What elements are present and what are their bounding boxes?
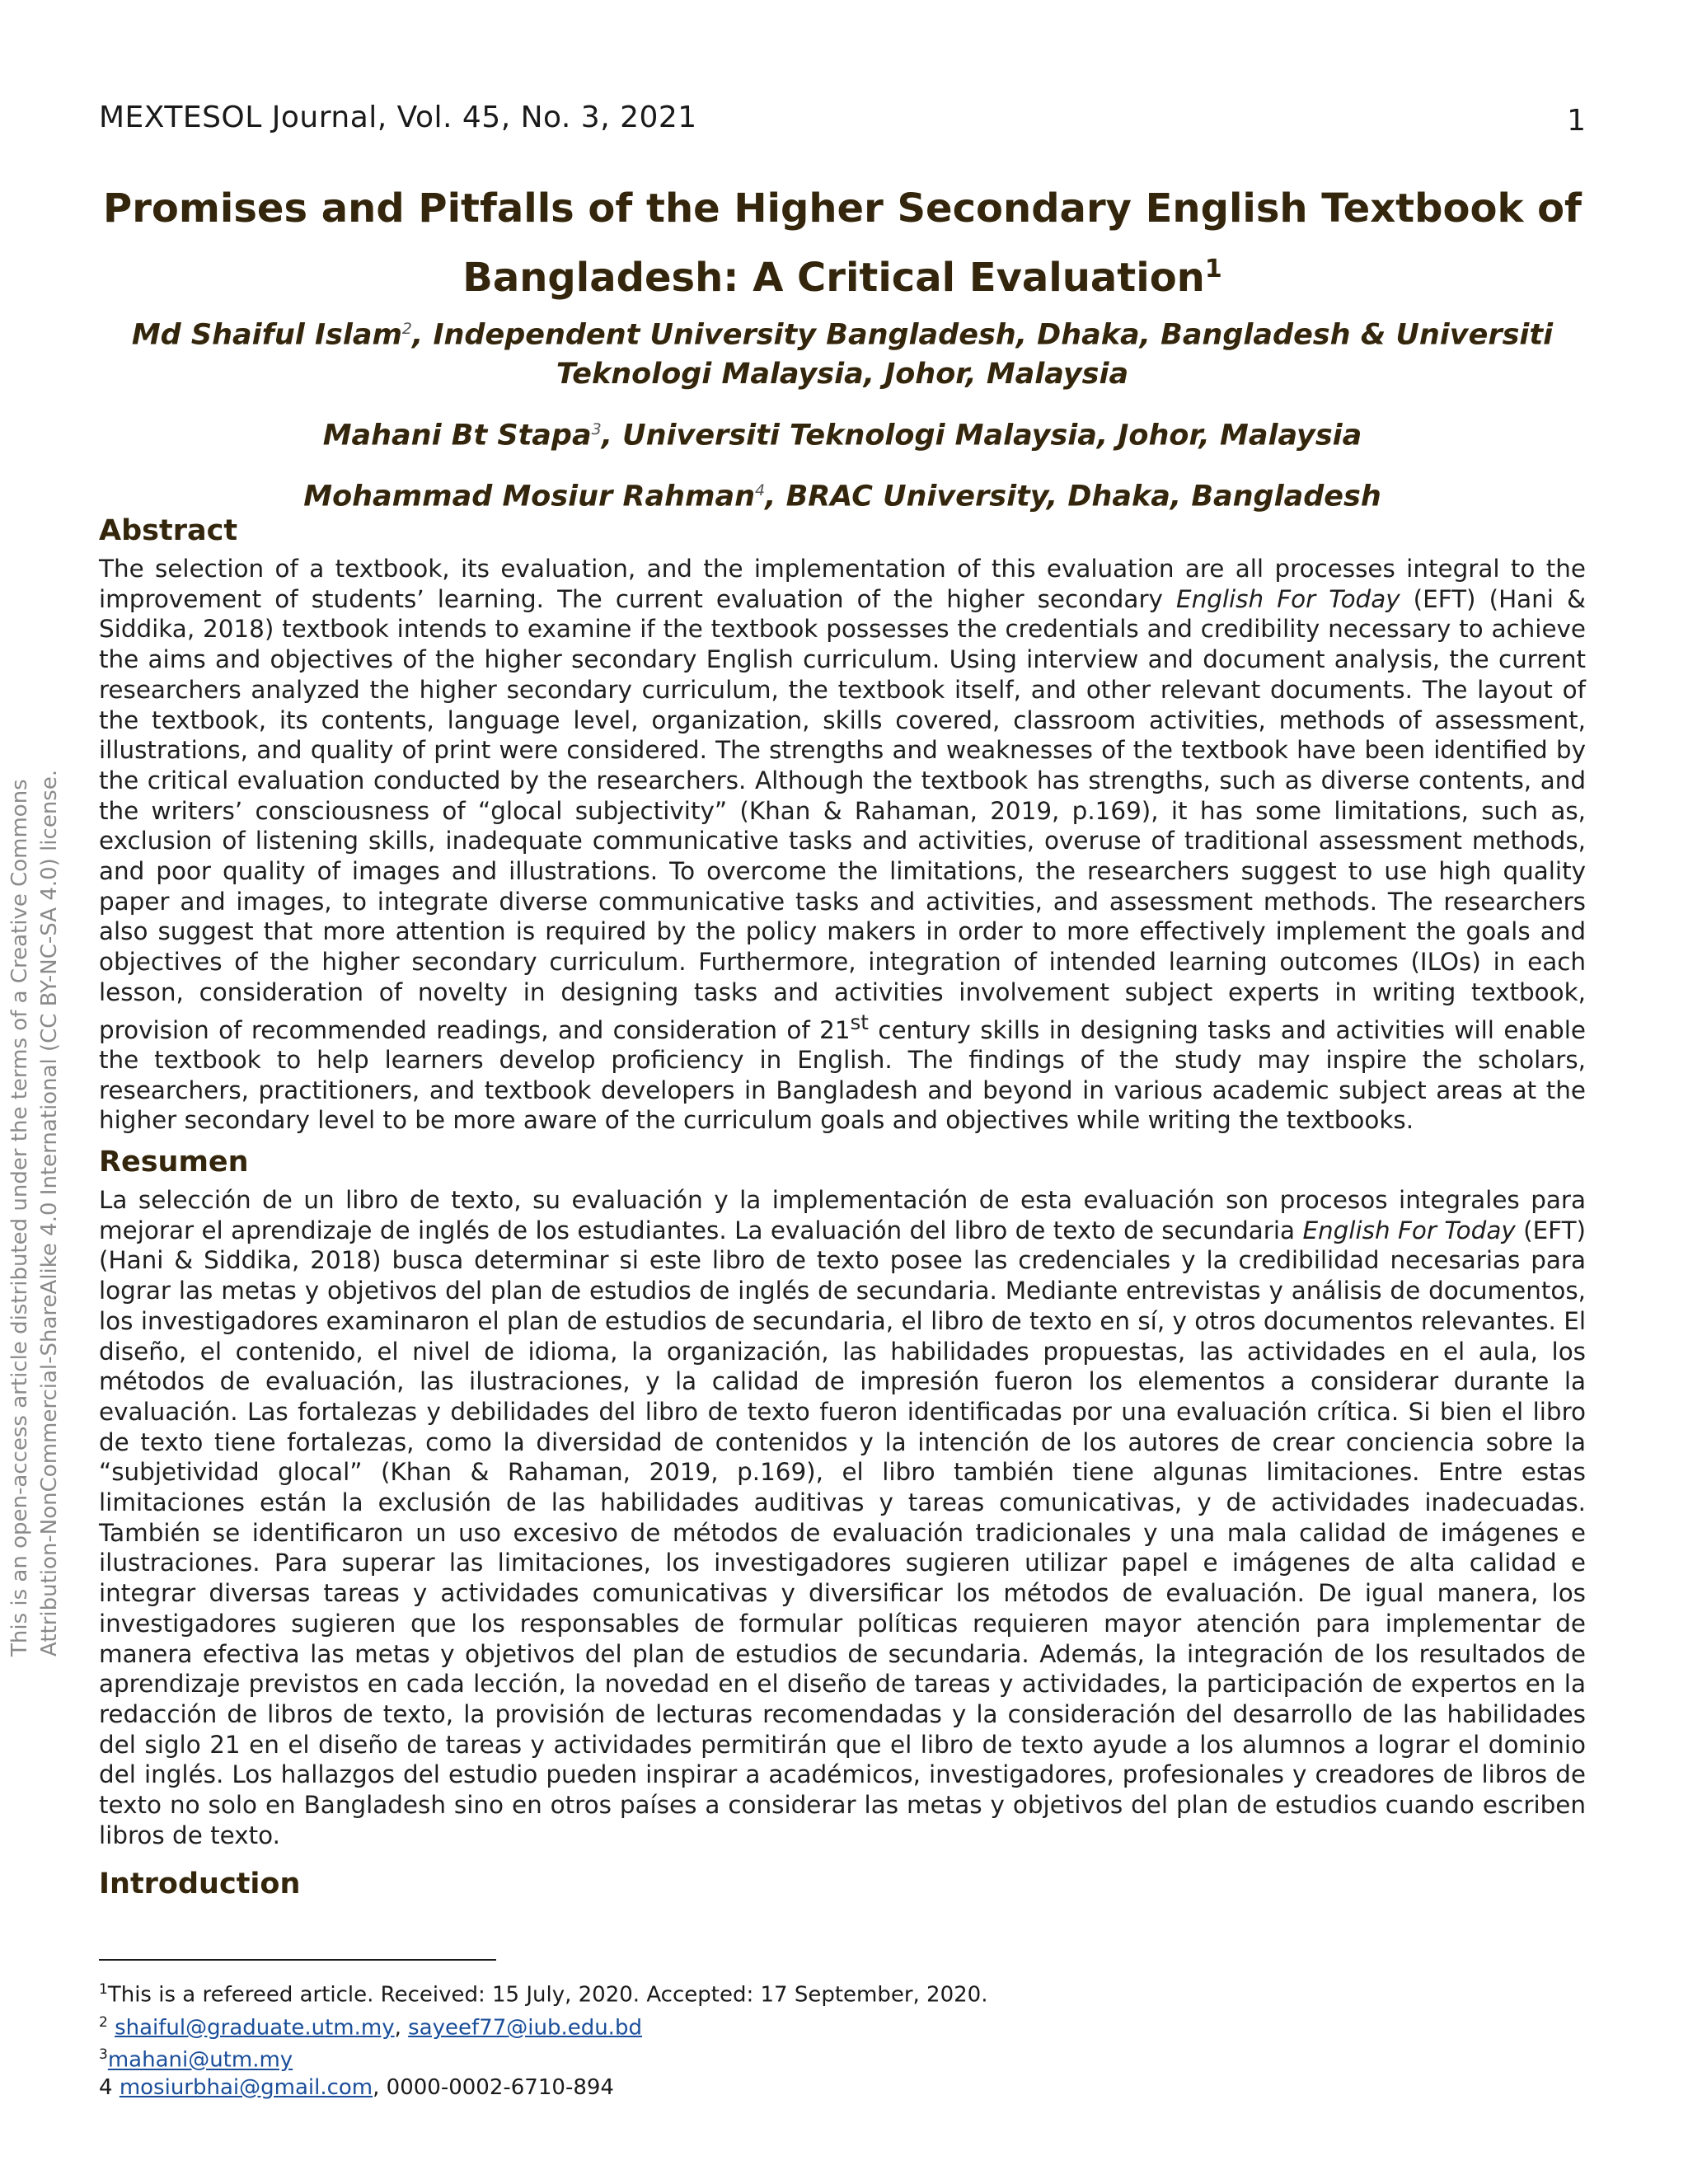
- abstract-text: [99, 554, 1586, 1136]
- footnote-2-separator: ,: [394, 2015, 409, 2041]
- resumen-textbook-title: English For Today: [1302, 1216, 1516, 1244]
- footnote-3-mark: 3: [99, 2046, 108, 2064]
- resumen-text-part-1: La selección de un libro de texto, su evaluación y la implementación de esta evaluación son procesos integrales para mejorar el aprendizaje de inglés de los estudiantes. La evaluación del libro de texto de secundaria: [99, 1186, 1586, 1244]
- author-1-affiliation: , Independent University Bangladesh, Dhaka, Bangladesh & Universiti: [412, 318, 1554, 352]
- abstract-text-part-2: (EFT) (Hani & Siddika, 2018) textbook intends to examine if the textbook possesses the credentials and credibility necessary to achieve the aims and objectives of the higher secondary English curriculum. Using interview and document analysis, the current researchers analyzed the higher secondary curriculum, the textbook itself, and other relevant documents. The layout of the textbook, its contents, language level, organization, skills covered, classroom activities, methods of assessment, illustrations, and quality of print were considered. The strengths and weaknesses of the textbook have been identified by the critical evaluation conducted by the researchers. Although the textbook has strengths, such as diverse contents, and the writers’ consciousness of “glocal subjectivity” (Khan & Rahaman, 2019, p.169), it has some limitations, such as, exclusion of listening skills, inadequate communicative tasks and activities, overuse of traditional assessment methods, and poor quality of images and illustrations. To overcome the limitations, the researchers suggest to use high quality paper and images, to integrate diverse communicative tasks and activities, and assessment methods. The researchers also suggest that more attention is required by the policy makers in order to more effectively implement the goals and objectives of the higher secondary curriculum. Furthermore, integration of intended learning outcomes (ILOs) in each lesson, consideration of novelty in designing tasks and activities involvement subject experts in writing textbook, provision of recommended readings, and consideration of 21: [99, 584, 1586, 1044]
- author-2-mark: 3: [591, 419, 602, 438]
- footnote-2: [99, 2009, 988, 2042]
- email-link-mahani[interactable]: mahani@utm.my: [107, 2047, 293, 2073]
- resumen-heading: Resumen: [99, 1146, 249, 1179]
- footnote-2-mark: 2: [99, 2013, 108, 2031]
- page-number: 1: [1567, 104, 1586, 138]
- footnote-1-mark: 1: [99, 1981, 108, 1998]
- author-list: [99, 310, 1586, 533]
- introduction-heading: Introduction: [99, 1868, 301, 1900]
- author-3-name: Mohammad Mosiur Rahman: [303, 480, 755, 513]
- license-line-2: Attribution-NonCommercial-ShareAlike 4.0 International (CC BY-NC-SA 4.0) license.: [37, 769, 62, 1657]
- title-line-2: [99, 239, 1586, 308]
- abstract-heading: Abstract: [99, 514, 238, 547]
- footnote-1-text: This is a refereed article. Received: 15 July, 2020. Accepted: 17 September, 2020.: [107, 1982, 988, 2008]
- footnote-divider: [99, 1959, 496, 1961]
- author-1-affiliation-cont: Teknologi Malaysia, Johor, Malaysia: [556, 357, 1129, 391]
- email-link-sayeef[interactable]: sayeef77@iub.edu.bd: [408, 2015, 642, 2041]
- journal-header: MEXTESOL Journal, Vol. 45, No. 3, 2021: [99, 101, 697, 134]
- author-2: [99, 410, 1586, 456]
- author-2-name: Mahani Bt Stapa: [322, 419, 592, 452]
- abstract-textbook-title: English For Today: [1176, 584, 1400, 613]
- author-2-affiliation: , Universiti Teknologi Malaysia, Johor, Malaysia: [601, 419, 1362, 452]
- footnote-4: [99, 2074, 988, 2102]
- author-1-name: Md Shaiful Islam: [131, 318, 402, 352]
- resumen-text-part-2: (EFT) (Hani & Siddika, 2018) busca determinar si este libro de texto posee las credenciales y la credibilidad necesarias para lograr las metas y objetivos del plan de estudios de inglés de secundaria. Mediante entrevistas y análisis de documentos, los investigadores examinaron el plan de estudios de secundaria, el libro de texto en sí, y otros documentos relevantes. El diseño, el contenido, el nivel de idioma, la organización, las habilidades propuestas, las actividades en el aula, los métodos de evaluación, las ilustraciones, y la calidad de impresión fueron los elementos a considerar durante la evaluación. Las fortalezas y debilidades del libro de texto fueron identificadas por una evaluación crítica. Si bien el libro de texto tiene fortalezas, como la diversidad de contenidos y la intención de los autores de crear conciencia sobre la “subjetividad glocal” (Khan & Rahaman, 2019, p.169), el libro también tiene algunas limitaciones. Entre estas limitaciones están la exclusión de las habilidades auditivas y tareas comunicativas, y de actividades inadecuadas. También se identificaron un uso excesivo de métodos de evaluación tradicionales y una mala calidad de imágenes e ilustraciones. Para superar las limitaciones, los investigadores sugieren utilizar papel e imágenes de alta calidad e integrar diversas tareas y actividades comunicativas y diversificar los métodos de evaluación. De igual manera, los investigadores sugieren que los responsables de formular políticas requieren mayor atención para implementar de manera efectiva las metas y objetivos del plan de estudios de secundaria. Además, la integración de los resultados de aprendizaje previstos en cada lección, la novedad en el diseño de tareas y actividades, la participación de expertos en la redacción de libros de texto, la provisión de lecturas recomendadas y la consideración del desarrollo de las habilidades del siglo 21 en el diseño de tareas y actividades permitirán que el libro de texto ayude a los alumnos a lograr el dominio del inglés. Los hallazgos del estudio pueden inspirar a académicos, investigadores, profesionales y creadores de libros de texto no solo en Bangladesh sino en otros países a considerar las metas y objetivos del plan de estudios cuando escriben libros de texto.: [99, 1216, 1586, 1849]
- resumen-text: [99, 1185, 1586, 1850]
- author-3: [99, 471, 1586, 517]
- abstract-superscript: st: [850, 1010, 869, 1034]
- title-line-1: Promises and Pitfalls of the Higher Secondary English Textbook of: [103, 185, 1582, 232]
- footnote-4-mark: 4: [99, 2074, 113, 2100]
- author-3-mark: 4: [755, 481, 766, 500]
- title-line-2-text: Bangladesh: A Critical Evaluation: [462, 255, 1205, 301]
- abstract-text-part-1: The selection of a textbook, its evaluation, and the implementation of this evaluation are all processes integral to the improvement of students’ learning. The current evaluation of the higher secondary: [99, 555, 1586, 613]
- footnotes: [99, 1976, 988, 2102]
- email-link-mosiur[interactable]: mosiurbhai@gmail.com: [119, 2074, 373, 2100]
- article-title: [99, 178, 1586, 308]
- footnote-4-orcid: , 0000-0002-6710-894: [373, 2074, 614, 2100]
- email-link-shaiful[interactable]: shaiful@graduate.utm.my: [115, 2015, 395, 2041]
- author-1: [99, 310, 1586, 394]
- license-sidebar: [5, 733, 64, 1657]
- title-footnote-mark: 1: [1204, 255, 1222, 284]
- author-1-mark: 2: [401, 320, 413, 338]
- license-line-1: This is an open-access article distributed under the terms of a Creative Commons: [7, 779, 32, 1657]
- abstract-text-part-3: century skills in designing tasks and activities will enable the textbook to help learners develop proficiency in English. The findings of the study may inspire the scholars, researchers, practitioners, and textbook developers in Bangladesh and beyond in various academic subject areas at the higher secondary level to be more aware of the curriculum goals and objectives while writing the textbooks.: [99, 1015, 1586, 1135]
- footnote-3: [99, 2041, 988, 2074]
- footnote-1: [99, 1976, 988, 2009]
- author-3-affiliation: , BRAC University, Dhaka, Bangladesh: [765, 480, 1381, 513]
